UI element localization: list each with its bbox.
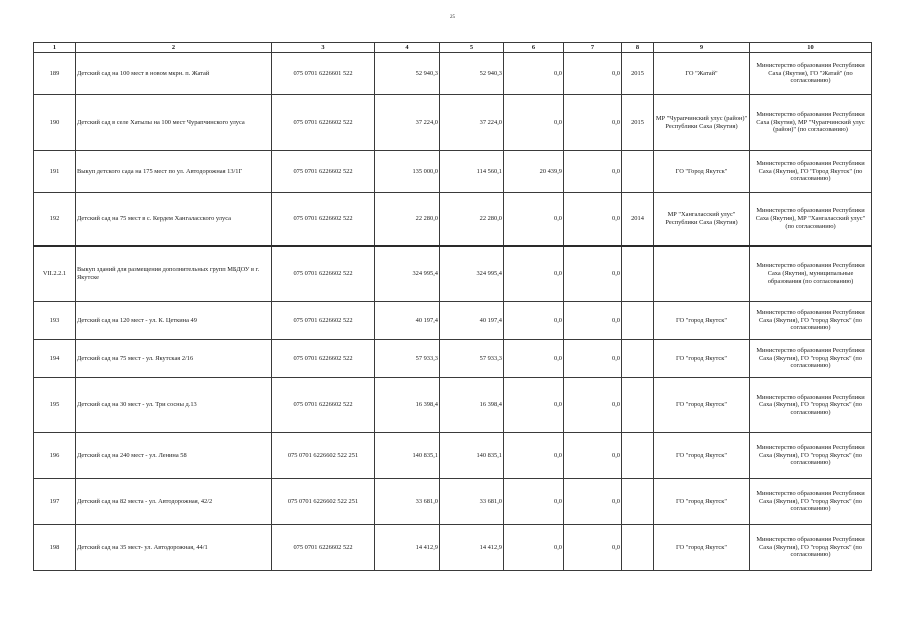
amount-col5-cell: 57 933,3 — [440, 340, 504, 378]
year-cell: 2015 — [622, 95, 654, 151]
amount-col5-cell: 324 995,4 — [440, 246, 504, 302]
table-row — [34, 95, 872, 151]
amount-col6-cell: 0,0 — [504, 525, 564, 571]
amount-total-cell: 135 000,0 — [375, 151, 440, 193]
year-cell — [622, 378, 654, 433]
object-name-cell: Детский сад на 75 мест в с. Кердем Хангаласского улуса — [76, 193, 272, 246]
year-cell — [622, 433, 654, 479]
row-number-cell: 189 — [34, 53, 76, 95]
amount-total-cell: 16 398,4 — [375, 378, 440, 433]
row-number-cell: 196 — [34, 433, 76, 479]
object-name-cell: Детский сад на 120 мест - ул. К. Цеткина 49 — [76, 302, 272, 340]
column-header: 2 — [76, 43, 272, 53]
table-row — [34, 525, 872, 571]
row-number-cell: 193 — [34, 302, 76, 340]
object-name-cell: Детский сад на 240 мест - ул. Ленина 58 — [76, 433, 272, 479]
responsible-executor-cell: Министерство образования Республики Саха (Якутия), ГО "Жатай" (по согласованию) — [750, 53, 872, 95]
object-name-cell: Детский сад в селе Хатылы на 100 мест Чурапчинского улуса — [76, 95, 272, 151]
object-name-cell: Выкуп зданий для размещения дополнительных групп МБДОУ в г. Якутске — [76, 246, 272, 302]
year-cell: 2014 — [622, 193, 654, 246]
amount-col6-cell: 0,0 — [504, 302, 564, 340]
amount-col6-cell: 0,0 — [504, 95, 564, 151]
table-row — [34, 378, 872, 433]
municipality-cell: ГО "Жатай" — [654, 53, 750, 95]
amount-col7-cell: 0,0 — [564, 95, 622, 151]
amount-col7-cell: 0,0 — [564, 525, 622, 571]
column-header: 8 — [622, 43, 654, 53]
amount-col7-cell: 0,0 — [564, 433, 622, 479]
row-number-cell: 198 — [34, 525, 76, 571]
object-name-cell: Детский сад на 75 мест - ул. Якутская 2/16 — [76, 340, 272, 378]
municipality-cell: ГО "Город Якутск" — [654, 151, 750, 193]
amount-col6-cell: 0,0 — [504, 246, 564, 302]
amount-col5-cell: 37 224,0 — [440, 95, 504, 151]
municipality-cell: ГО "город Якутск" — [654, 302, 750, 340]
responsible-executor-cell: Министерство образования Республики Саха (Якутия), ГО "Город Якутск" (по согласованию) — [750, 151, 872, 193]
column-header: 3 — [272, 43, 375, 53]
table-row — [34, 340, 872, 378]
amount-col7-cell: 0,0 — [564, 340, 622, 378]
amount-col6-cell: 0,0 — [504, 479, 564, 525]
budget-code-cell: 075 0701 6226602 522 251 — [272, 433, 375, 479]
amount-col7-cell: 0,0 — [564, 246, 622, 302]
amount-total-cell: 22 280,0 — [375, 193, 440, 246]
amount-total-cell: 140 835,1 — [375, 433, 440, 479]
page-number: 25 — [450, 15, 455, 20]
table-row — [34, 246, 872, 302]
row-number-cell: 195 — [34, 378, 76, 433]
amount-col6-cell: 0,0 — [504, 340, 564, 378]
year-cell — [622, 340, 654, 378]
amount-col7-cell: 0,0 — [564, 151, 622, 193]
amount-col6-cell: 0,0 — [504, 378, 564, 433]
year-cell — [622, 302, 654, 340]
column-header: 5 — [440, 43, 504, 53]
table-row — [34, 151, 872, 193]
column-header: 7 — [564, 43, 622, 53]
object-name-cell: Детский сад на 100 мест в новом мкрн. п. Жатай — [76, 53, 272, 95]
budget-code-cell: 075 0701 6226602 522 — [272, 378, 375, 433]
year-cell — [622, 246, 654, 302]
amount-total-cell: 14 412,9 — [375, 525, 440, 571]
column-header: 6 — [504, 43, 564, 53]
column-header: 4 — [375, 43, 440, 53]
amount-col5-cell: 22 280,0 — [440, 193, 504, 246]
amount-col6-cell: 0,0 — [504, 433, 564, 479]
amount-col5-cell: 140 835,1 — [440, 433, 504, 479]
amount-col6-cell: 0,0 — [504, 53, 564, 95]
municipality-cell — [654, 246, 750, 302]
municipality-cell: ГО "город Якутск" — [654, 340, 750, 378]
amount-total-cell: 33 681,0 — [375, 479, 440, 525]
year-cell: 2015 — [622, 53, 654, 95]
table-row — [34, 53, 872, 95]
amount-col5-cell: 16 398,4 — [440, 378, 504, 433]
object-name-cell: Выкуп детского сада на 175 мест по ул. Автодорожная 13/1Г — [76, 151, 272, 193]
object-name-cell: Детский сад на 35 мест- ул. Автодорожная, 44/1 — [76, 525, 272, 571]
municipality-cell: ГО "город Якутск" — [654, 479, 750, 525]
budget-code-cell: 075 0701 6226602 522 — [272, 525, 375, 571]
amount-total-cell: 324 995,4 — [375, 246, 440, 302]
amount-col7-cell: 0,0 — [564, 193, 622, 246]
responsible-executor-cell: Министерство образования Республики Саха (Якутия), ГО "город Якутск" (по согласованию) — [750, 340, 872, 378]
row-number-cell: VII.2.2.1 — [34, 246, 76, 302]
municipality-cell: ГО "город Якутск" — [654, 378, 750, 433]
table-row — [34, 479, 872, 525]
amount-total-cell: 40 197,4 — [375, 302, 440, 340]
budget-code-cell: 075 0701 6226602 522 251 — [272, 479, 375, 525]
amount-total-cell: 52 940,3 — [375, 53, 440, 95]
responsible-executor-cell: Министерство образования Республики Саха (Якутия), ГО "город Якутск" (по согласованию) — [750, 525, 872, 571]
municipality-cell: ГО "город Якутск" — [654, 433, 750, 479]
budget-code-cell: 075 0701 6226602 522 — [272, 340, 375, 378]
responsible-executor-cell: Министерство образования Республики Саха (Якутия), МР "Хангаласский улус" (по согласованию) — [750, 193, 872, 246]
responsible-executor-cell: Министерство образования Республики Саха (Якутия), муниципальные образования (по согласованию) — [750, 246, 872, 302]
municipality-cell: ГО "город Якутск" — [654, 525, 750, 571]
responsible-executor-cell: Министерство образования Республики Саха (Якутия), ГО "город Якутск" (по согласованию) — [750, 433, 872, 479]
budget-code-cell: 075 0701 6226601 522 — [272, 53, 375, 95]
column-header: 9 — [654, 43, 750, 53]
amount-col5-cell: 14 412,9 — [440, 525, 504, 571]
object-name-cell: Детский сад на 30 мест - ул. Три сосны д.13 — [76, 378, 272, 433]
responsible-executor-cell: Министерство образования Республики Саха (Якутия), ГО "город Якутск" (по согласованию) — [750, 302, 872, 340]
budget-code-cell: 075 0701 6226602 522 — [272, 95, 375, 151]
budget-code-cell: 075 0701 6226602 522 — [272, 302, 375, 340]
amount-col6-cell: 0,0 — [504, 193, 564, 246]
amount-col7-cell: 0,0 — [564, 378, 622, 433]
year-cell — [622, 151, 654, 193]
table-row — [34, 433, 872, 479]
responsible-executor-cell: Министерство образования Республики Саха (Якутия), ГО "город Якутск" (по согласованию) — [750, 479, 872, 525]
amount-col7-cell: 0,0 — [564, 302, 622, 340]
municipality-cell: МР "Чурапчинский улус (район)" Республики Саха (Якутия) — [654, 95, 750, 151]
column-header: 10 — [750, 43, 872, 53]
row-number-cell: 191 — [34, 151, 76, 193]
row-number-cell: 194 — [34, 340, 76, 378]
budget-code-cell: 075 0701 6226602 522 — [272, 193, 375, 246]
row-number-cell: 192 — [34, 193, 76, 246]
row-number-cell: 190 — [34, 95, 76, 151]
row-number-cell: 197 — [34, 479, 76, 525]
budget-code-cell: 075 0701 6226602 522 — [272, 246, 375, 302]
column-header-row — [34, 43, 872, 53]
responsible-executor-cell: Министерство образования Республики Саха (Якутия), МР "Чурапчинский улус (район)" (по согласованию) — [750, 95, 872, 151]
municipality-cell: МР "Хангаласский улус" Республики Саха (Якутия) — [654, 193, 750, 246]
table-body — [34, 53, 872, 571]
amount-col6-cell: 20 439,9 — [504, 151, 564, 193]
amount-col5-cell: 40 197,4 — [440, 302, 504, 340]
budget-table — [33, 42, 872, 571]
year-cell — [622, 525, 654, 571]
amount-col5-cell: 52 940,3 — [440, 53, 504, 95]
table-row — [34, 302, 872, 340]
amount-col7-cell: 0,0 — [564, 479, 622, 525]
budget-code-cell: 075 0701 6226602 522 — [272, 151, 375, 193]
amount-col5-cell: 33 681,0 — [440, 479, 504, 525]
amount-total-cell: 57 933,3 — [375, 340, 440, 378]
object-name-cell: Детский сад на 82 места - ул. Автодорожная, 42/2 — [76, 479, 272, 525]
amount-col7-cell: 0,0 — [564, 53, 622, 95]
amount-col5-cell: 114 560,1 — [440, 151, 504, 193]
amount-total-cell: 37 224,0 — [375, 95, 440, 151]
year-cell — [622, 479, 654, 525]
table-row — [34, 193, 872, 246]
column-header: 1 — [34, 43, 76, 53]
responsible-executor-cell: Министерство образования Республики Саха (Якутия), ГО "город Якутск" (по согласованию) — [750, 378, 872, 433]
